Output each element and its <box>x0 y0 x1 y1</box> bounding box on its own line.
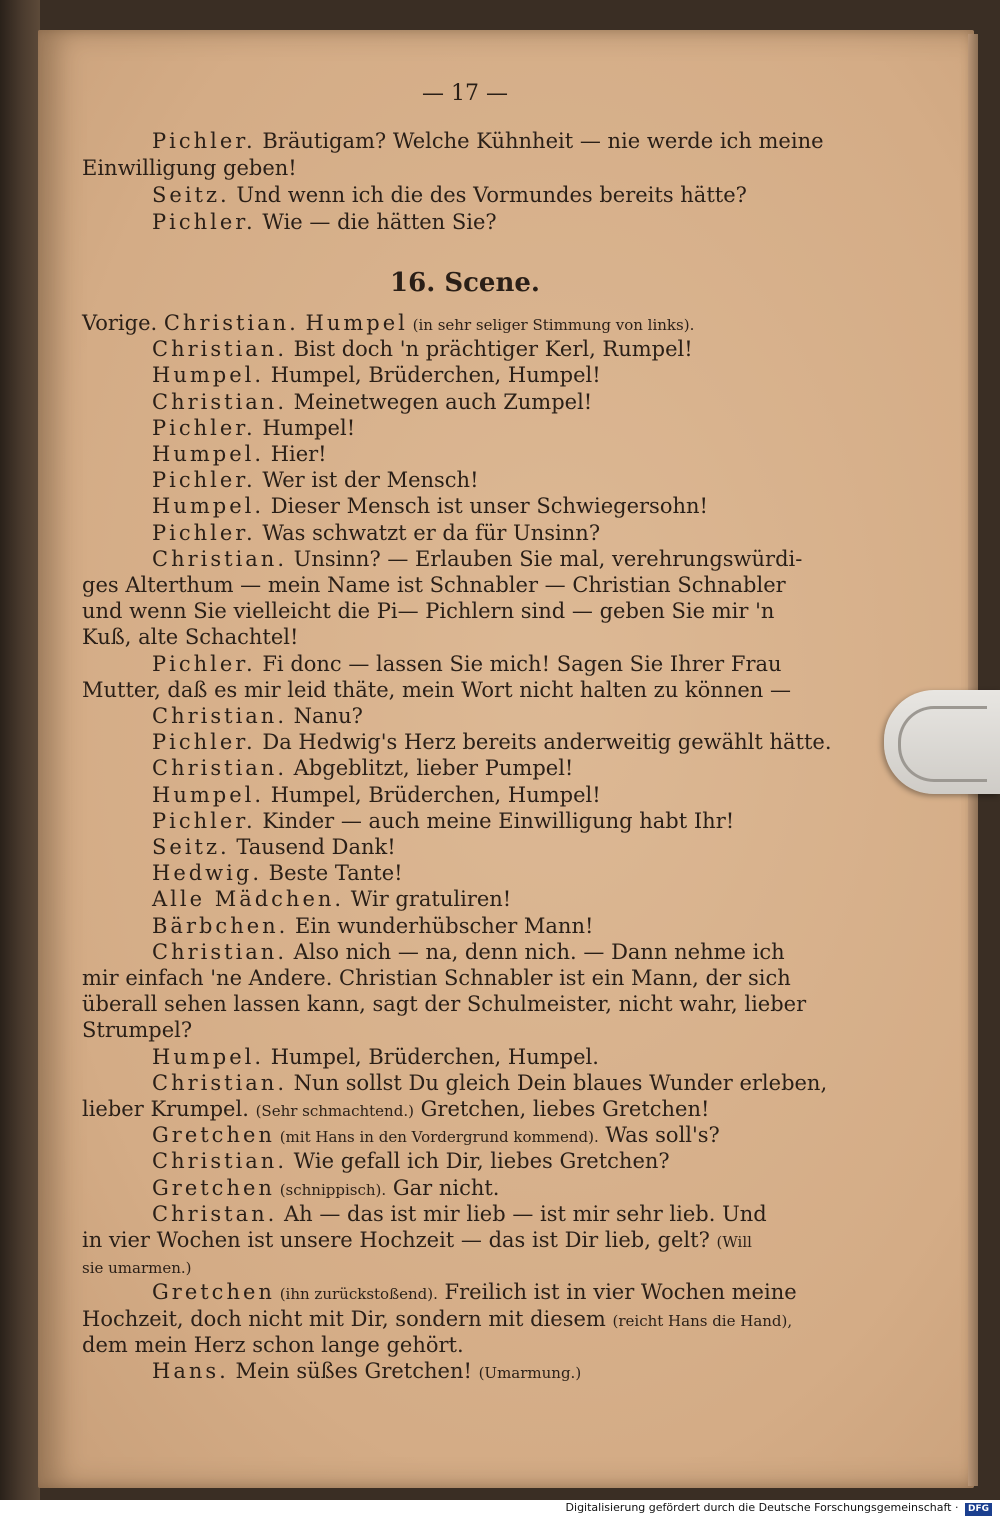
stage-direction: (in sehr seliger Stimmung von links). <box>407 316 695 334</box>
speaker-name: Pichler. <box>152 730 256 755</box>
speaker-name: Christian. <box>152 337 287 362</box>
line-text: Mutter, daß es mir leid thäte, mein Wort nicht halten zu können — <box>82 677 791 702</box>
speaker-name: Christian. <box>152 939 287 964</box>
line-text: Humpel! <box>255 415 356 440</box>
line-text: Mein süßes Gretchen! <box>228 1359 479 1383</box>
page-number: — 17 — <box>422 81 508 106</box>
dialogue-line <box>82 651 918 678</box>
dialogue-line <box>82 441 918 468</box>
speaker-name: Gretchen <box>152 1175 275 1200</box>
dialogue-line <box>82 1279 918 1308</box>
dialogue-line <box>82 991 848 1018</box>
stage-direction: (schnippisch). <box>274 1180 387 1199</box>
speaker-name: Seitz. <box>152 835 230 859</box>
speaker-name: Gretchen <box>152 1280 275 1305</box>
speaker-name: Humpel. <box>152 782 265 807</box>
dialogue-line <box>82 1148 918 1175</box>
line-text: Gar nicht. <box>386 1175 500 1200</box>
line-text: mir einfach 'ne Andere. Christian Schnabler ist ein Mann, der sich <box>82 966 791 990</box>
line-text: Was schwatzt er da für Unsinn? <box>255 520 601 545</box>
book-binding <box>0 0 40 1500</box>
speaker-name: Christian. <box>152 1070 287 1095</box>
page-clip-tab <box>884 690 1000 794</box>
dialogue-line <box>82 1201 918 1228</box>
dialogue-line <box>82 598 848 625</box>
speaker-name: Bärbchen. <box>152 913 289 938</box>
dialogue-line <box>82 939 918 966</box>
line-text: Tausend Dank! <box>229 835 396 859</box>
line-text: Dieser Mensch ist unser Schwiegersohn! <box>264 494 708 519</box>
line-text: Nanu? <box>287 704 363 728</box>
dialogue-line <box>82 520 918 547</box>
dialogue-line <box>82 1044 918 1071</box>
speaker-name: Pichler. <box>152 520 256 545</box>
speaker-name: Seitz. <box>152 183 230 207</box>
speaker-name: Christian. <box>152 546 287 571</box>
stage-direction: sie umarmen.) <box>82 1259 192 1278</box>
dialogue-line <box>82 1175 918 1204</box>
line-text: Da Hedwig's Herz bereits anderweitig gewählt hätte. <box>255 730 832 755</box>
speaker-name: Pichler. <box>152 129 256 153</box>
line-text: Bräutigam? Welche Kühnheit — nie werde ich meine <box>255 129 824 153</box>
line-text: Kinder — auch meine Einwilligung habt Ihr! <box>255 808 735 833</box>
line-text: Abgeblitzt, lieber Pumpel! <box>287 756 574 781</box>
speaker-name: Humpel. <box>152 442 265 466</box>
footer-credit: Digitalisierung gefördert durch die Deutsche Forschungsgemeinschaft · DFG <box>0 1500 1000 1516</box>
line-text: überall sehen lassen kann, sagt der Schulmeister, nicht wahr, lieber <box>82 992 807 1017</box>
dialogue-line <box>82 128 918 155</box>
line-text: Freilich ist in vier Wochen meine <box>437 1280 797 1305</box>
dialogue-line <box>82 546 918 573</box>
dialogue-line <box>82 1070 918 1097</box>
line-text: Also nich — na, denn nich. — Dann nehme ich <box>287 939 785 964</box>
speaker-name: Humpel. <box>152 363 265 388</box>
line-text <box>299 311 306 335</box>
stage-direction: (Umarmung.) <box>478 1364 582 1382</box>
line-text: Vorige. <box>82 311 164 335</box>
line-text: Ah — das ist mir lieb — ist mir sehr lieb. Und <box>277 1201 767 1226</box>
dialogue-line <box>82 389 918 416</box>
dialogue-line <box>82 336 918 363</box>
dialogue-line <box>82 782 918 809</box>
dialogue-line <box>82 1227 848 1256</box>
dialogue-line <box>82 155 848 182</box>
speaker-name: Christian. <box>163 311 299 335</box>
stage-direction: (reicht Hans die Hand), <box>612 1311 793 1330</box>
speaker-name: Hans. <box>152 1359 229 1383</box>
dialogue-line <box>82 182 918 209</box>
dialogue-line <box>82 965 848 992</box>
dialogue-line <box>82 1306 848 1335</box>
line-text: Und wenn ich die des Vormundes bereits hätte? <box>229 183 747 207</box>
scene-title: 16. Scene. <box>390 268 540 298</box>
stage-direction: (mit Hans in den Vordergrund kommend). <box>274 1128 599 1147</box>
speaker-name: Christian. <box>152 756 287 781</box>
line-text: Beste Tante! <box>262 861 403 886</box>
dialogue-line <box>82 1017 848 1044</box>
speaker-name: Pichler. <box>152 210 256 234</box>
dialogue-line <box>82 913 918 940</box>
dialogue-line <box>82 493 918 520</box>
stage-direction: (ihn zurückstoßend). <box>274 1285 438 1304</box>
line-text: Meinetwegen auch Zumpel! <box>287 389 593 414</box>
dialogue-line <box>82 1122 918 1151</box>
dialogue-line <box>82 729 918 756</box>
line-text: Humpel, Brüderchen, Humpel! <box>264 782 601 807</box>
dialogue-line <box>82 467 918 494</box>
line-text: Gretchen, liebes Gretchen! <box>413 1097 710 1121</box>
dialogue-line <box>82 886 918 913</box>
line-text: Fi donc — lassen Sie mich! Sagen Sie Ihrer Frau <box>255 651 782 676</box>
line-text: Wie gefall ich Dir, liebes Gretchen? <box>287 1149 670 1174</box>
speaker-name: Pichler. <box>152 651 256 676</box>
dialogue-line <box>82 415 918 442</box>
dialogue-line <box>82 808 918 835</box>
stage-direction: (Will <box>716 1233 752 1251</box>
dialogue-line <box>82 703 918 730</box>
speaker-name: Pichler. <box>152 468 256 493</box>
speaker-name: Humpel. <box>152 494 265 519</box>
dialogue-line <box>82 1253 848 1282</box>
speaker-name: Christian. <box>152 1149 287 1174</box>
dialogue-line <box>82 860 918 887</box>
line-text: Wie — die hätten Sie? <box>255 210 497 234</box>
line-text: Bist doch 'n prächtiger Kerl, Rumpel! <box>287 337 693 362</box>
line-text: Strumpel? <box>82 1018 193 1043</box>
speaker-name: Hedwig. <box>152 861 262 886</box>
speaker-name: Humpel. <box>152 1044 265 1069</box>
line-text: Kuß, alte Schachtel! <box>82 625 299 650</box>
line-text: Wir gratuliren! <box>344 887 512 912</box>
line-text: Ein wunderhübscher Mann! <box>288 913 594 938</box>
dialogue-line <box>82 1358 918 1387</box>
line-text: Was soll's? <box>598 1123 720 1148</box>
line-text: Humpel, Brüderchen, Humpel. <box>264 1044 599 1069</box>
line-text: Einwilligung geben! <box>82 156 297 180</box>
dialogue-line <box>82 834 918 861</box>
speaker-name: Alle Mädchen. <box>152 887 345 912</box>
speaker-name: Christian. <box>152 389 287 414</box>
speaker-name: Christan. <box>152 1201 278 1226</box>
dialogue-line <box>82 1096 848 1125</box>
line-text: Hier! <box>264 442 327 466</box>
line-text: in vier Wochen ist unsere Hochzeit — das ist Dir lieb, gelt? <box>82 1228 717 1252</box>
dialogue-line <box>82 310 848 339</box>
dialogue-line <box>82 1332 848 1359</box>
speaker-name: Christian. <box>152 704 287 728</box>
line-text: lieber Krumpel. <box>82 1097 256 1121</box>
dialogue-line <box>82 624 848 651</box>
stage-direction: (Sehr schmachtend.) <box>255 1102 414 1120</box>
line-text: dem mein Herz schon lange gehört. <box>82 1332 464 1357</box>
speaker-name: Gretchen <box>152 1123 275 1148</box>
dialogue-line <box>82 755 918 782</box>
dialogue-line <box>82 209 918 236</box>
line-text: Nun sollst Du gleich Dein blaues Wunder erleben, <box>287 1070 828 1095</box>
dialogue-line <box>82 572 848 599</box>
dfg-logo: DFG <box>965 1503 992 1516</box>
line-text: ges Alterthum — mein Name ist Schnabler — Christian Schnabler <box>82 573 786 597</box>
line-text: Unsinn? — Erlauben Sie mal, verehrungswürdi- <box>287 546 803 571</box>
speaker-name: Pichler. <box>152 808 256 833</box>
dialogue-line <box>82 677 848 704</box>
line-text: und wenn Sie vielleicht die Pi— Pichlern sind — geben Sie mir 'n <box>82 599 775 624</box>
line-text: Wer ist der Mensch! <box>255 468 479 493</box>
line-text: Hochzeit, doch nicht mit Dir, sondern mit diesem <box>82 1306 613 1331</box>
speaker-name: Humpel <box>305 311 408 335</box>
dialogue-line <box>82 362 918 389</box>
speaker-name: Pichler. <box>152 415 256 440</box>
line-text: Humpel, Brüderchen, Humpel! <box>264 363 601 388</box>
footer-text: Digitalisierung gefördert durch die Deutsche Forschungsgemeinschaft <box>565 1501 952 1514</box>
